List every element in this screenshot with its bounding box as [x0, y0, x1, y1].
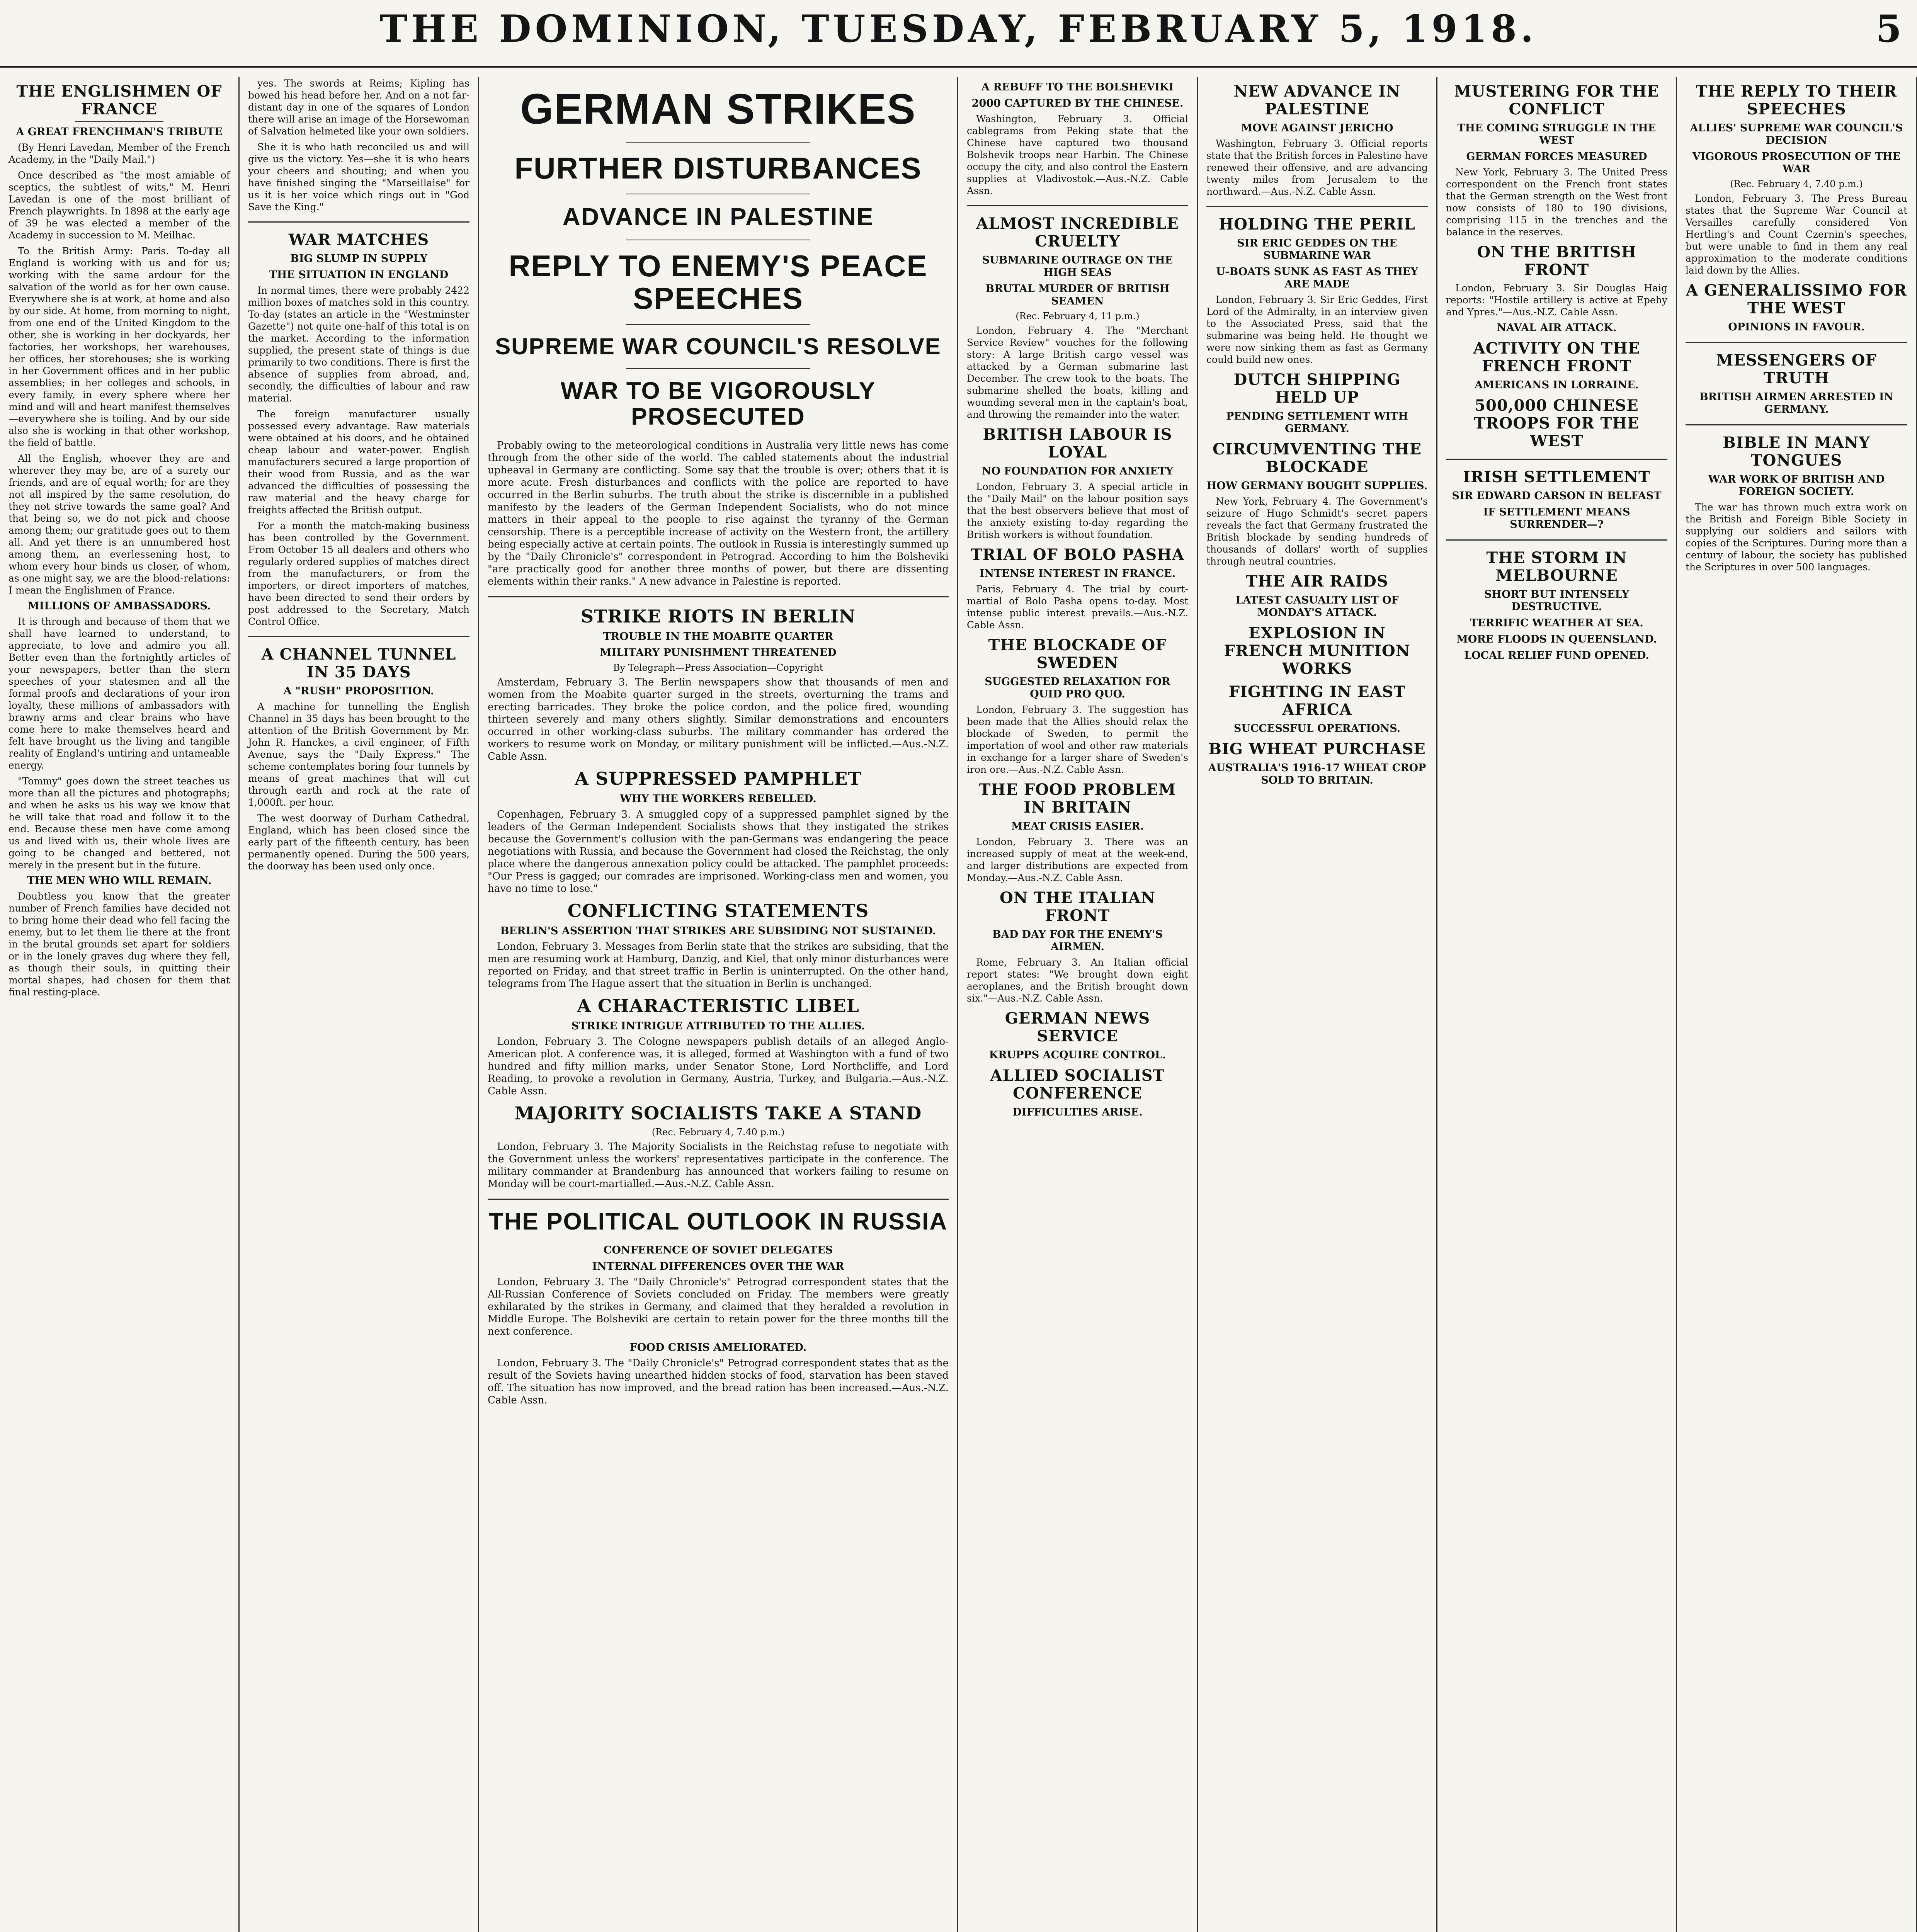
column-3-main-news [479, 77, 958, 1932]
article-heading: BIG WHEAT PURCHASE [1208, 740, 1426, 758]
article-heading: THE STORM IN MELBOURNE [1486, 549, 1627, 585]
article-subheading: PENDING SETTLEMENT WITH GERMANY. [1226, 410, 1408, 435]
article-paragraph: London, February 3. The suggestion has been made that the Allies should relax the blockade of Sweden, to permit the importation of wool and other raw materials in exchange for a larger share of Sweden's iron ore.—Aus.-N.Z. Cable Assn. [967, 704, 1188, 775]
article-heading: A CHARACTERISTIC LIBEL [577, 995, 859, 1017]
article-heading: BIBLE IN MANY TONGUES [1723, 434, 1870, 469]
article-heading: DUTCH SHIPPING HELD UP [1233, 371, 1401, 406]
article-subheading: NO FOUNDATION FOR ANXIETY [981, 465, 1174, 477]
article-heading: MORE FLOODS IN QUEENSLAND. [1456, 633, 1657, 645]
article-paragraph: Washington, February 3. Official cablegrams from Peking state that the Chinese have captured two thousand Bolshevik troops near Harbin. The Chinese occupy the city, and also control the Eastern supplies at Vladivostok.—Aus.-N.Z. Cable Assn. [967, 113, 1188, 196]
banner-headline: THE POLITICAL OUTLOOK IN RUSSIA [488, 1208, 948, 1235]
article-subheading: BRUTAL MURDER OF BRITISH SEAMEN [985, 283, 1170, 307]
article-subheading: INTENSE INTEREST IN FRANCE. [979, 568, 1176, 580]
article-paragraph: yes. The swords at Reims; Kipling has bowed his head before her. And on a not far-distant day in one of the squares of London there will arise an image of the Horsewoman of Salvation helmeted like your own soldiers. [248, 78, 469, 137]
article-paragraph: New York, February 3. The United Press correspondent on the French front states that the German strength on the West front now consists of 180 to 190 divisions, comprising 115 in the trenches and the balance in the reserves. [1446, 167, 1667, 238]
article-heading: A REBUFF TO THE BOLSHEVIKI [981, 81, 1174, 93]
article-subheading: SIR EDWARD CARSON IN BELFAST [1452, 490, 1662, 502]
article-subheading: BERLIN'S ASSERTION THAT STRIKES ARE SUBSIDING NOT SUSTAINED. [500, 925, 936, 937]
article-paragraph: London, February 3. Sir Eric Geddes, First Lord of the Admiralty, in an interview given to the Associated Press, said that the submarine was being held. He thought we were now sinking them as fast as Germany could build new ones. [1206, 294, 1428, 365]
article-heading: ON THE BRITISH FRONT [1477, 243, 1636, 279]
article-subheading: MOVE AGAINST JERICHO [1241, 122, 1393, 134]
section-subheading: MILLIONS OF AMBASSADORS. [27, 600, 211, 612]
article-paragraph: (By Henri Lavedan, Member of the French Academy, in the "Daily Mail.") [9, 142, 230, 165]
section-subheading: THE MEN WHO WILL REMAIN. [27, 875, 212, 887]
banner-headline: REPLY TO ENEMY'S PEACE SPEECHES [509, 249, 928, 316]
article-heading: WAR MATCHES [288, 231, 429, 249]
dateline: (Rec. February 4, 7.40 p.m.) [651, 1127, 785, 1138]
article-subheading: 2000 CAPTURED BY THE CHINESE. [971, 97, 1184, 109]
article-heading: HOLDING THE PERIL [1219, 215, 1415, 233]
article-paragraph: London, February 3. Messages from Berlin state that the strikes are subsiding, that the men are resuming work at Hamburg, Danzig, and Kiel, that only minor disturbances were reported on Friday, and that street traffic in Berlin is uninterrupted. On the other hand, telegrams from The Hague assert that the situation in Berlin is unchanged. [488, 941, 949, 990]
article-paragraph: London, February 4. The "Merchant Service Review" vouches for the following story: A large British cargo vessel was attacked by a German submarine last December. The crew took to the boats. The submarine shelled the boats, killing and wounding several men in the captain's boat, and throwing the remainder into the water. [967, 325, 1188, 420]
article-subheading: HOW GERMANY BOUGHT SUPPLIES. [1206, 480, 1428, 492]
article-subheading: STRIKE INTRIGUE ATTRIBUTED TO THE ALLIES. [571, 1020, 865, 1032]
article-paragraph: London, February 3. There was an increased supply of meat at the week-end, and larger distributions are expected from Monday.—Aus.-N.Z. Cable Assn. [967, 836, 1188, 883]
column-1 [0, 77, 240, 1932]
article-subheading: BIG SLUMP IN SUPPLY [290, 253, 427, 265]
dateline: (Rec. February 4, 7.40 p.m.) [1730, 179, 1863, 189]
article-subheading: SUGGESTED RELAXATION FOR QUID PRO QUO. [985, 676, 1170, 700]
dateline: By Telegraph—Press Association—Copyright [613, 662, 823, 673]
article-subheading: SUBMARINE OUTRAGE ON THE HIGH SEAS [982, 254, 1173, 279]
article-heading: MUSTERING FOR THE CONFLICT [1454, 82, 1659, 118]
article-paragraph: It is through and because of them that we shall have learned to understand, to appreciate, to love and admire you all. Better even than the fortnightly articles of your newspapers, better than the stern speeches of your statesmen and all the formal proofs and declarations of your iron loyalty, these millions of ambassadors with brawny arms and clear brains who have come here to make themselves heard and felt have brought us the living and tangible reality of England's untiring and untameable energy. [9, 616, 230, 771]
article-paragraph: Paris, February 4. The trial by court-martial of Bolo Pasha opens to-day. Most intense public interest prevails.—Aus.-N.Z. Cable Assn. [967, 583, 1188, 631]
article-heading: GERMAN NEWS SERVICE [1005, 1009, 1150, 1045]
article-heading: MAJORITY SOCIALISTS TAKE A STAND [514, 1103, 922, 1124]
newspaper-title: THE DOMINION, TUESDAY, FEBRUARY 5, 1918. [379, 7, 1538, 51]
column-5 [1198, 77, 1437, 1932]
masthead [0, 0, 1917, 68]
article-subheading: INTERNAL DIFFERENCES OVER THE WAR [592, 1260, 844, 1273]
column-4 [958, 77, 1198, 1932]
article-heading: ALMOST INCREDIBLE CRUELTY [976, 214, 1179, 250]
article-heading: LOCAL RELIEF FUND OPENED. [1464, 650, 1649, 662]
banner-headline: FURTHER DISTURBANCES [514, 151, 922, 185]
article-paragraph: All the English, whoever they are and wherever they may be, are of a surety our friends, and are of equal worth; for are they not all inspired by the same resolution, do they not strive towards the same goal? And that being so, we do not pick and choose among them; our gratitude goes out to them all. And yet there is an unnumbered host among them, an everlessening host, to whom every hour binds us closer, of whom, as one might say, we are the blood-relations: I mean the Englishmen of France. [9, 453, 230, 596]
dateline: (Rec. February 4, 11 p.m.) [1015, 311, 1140, 321]
article-heading: CIRCUMVENTING THE BLOCKADE [1212, 440, 1422, 476]
article-heading: NAVAL AIR ATTACK. [1497, 322, 1617, 334]
article-heading: TERRIFIC WEATHER AT SEA. [1470, 617, 1643, 629]
article-subheading: MILITARY PUNISHMENT THREATENED [600, 647, 837, 659]
article-paragraph: London, February 3. The Cologne newspapers publish details of an alleged Anglo-American plot. A conference was, it is alleged, formed at Washington with a fund of two hundred and fifty million marks, under Senator Stone, Lord Northcliffe, and Lord Reading, to provoke a revolution in Germany, Austria, Turkey, and Bulgaria.—Aus.-N.Z. Cable Assn. [488, 1036, 949, 1097]
article-heading: THE ENGLISHMEN OF FRANCE [16, 82, 222, 118]
article-subheading: MEAT CRISIS EASIER. [1011, 820, 1144, 832]
article-subheading: GERMAN FORCES MEASURED [1466, 151, 1647, 163]
article-paragraph: Rome, February 3. An Italian official report states: "We brought down eight aeroplanes, and the British brought down six."—Aus.-N.Z. Cable Assn. [967, 957, 1188, 1004]
article-subheading: SIR ERIC GEDDES ON THE SUBMARINE WAR [1237, 237, 1397, 262]
article-heading: THE AIR RAIDS [1246, 572, 1388, 590]
main-banner-headline: GERMAN STRIKES [520, 85, 916, 133]
article-subheading: U-BOATS SUNK AS FAST AS THEY ARE MADE [1216, 266, 1418, 290]
article-subheading: BAD DAY FOR THE ENEMY'S AIRMEN. [992, 929, 1163, 953]
article-heading: A GENERALISSIMO FOR THE WEST [1686, 281, 1907, 317]
article-heading: MESSENGERS OF TRUTH [1716, 351, 1877, 387]
article-paragraph: London, February 3. Sir Douglas Haig reports: "Hostile artillery is active at Epehy and Ypres."—Aus.-N.Z. Cable Assn. [1446, 282, 1667, 318]
column-2 [240, 77, 479, 1932]
article-heading: FIGHTING IN EAST AFRICA [1228, 683, 1406, 719]
article-paragraph: The west doorway of Durham Cathedral, England, which has been closed since the early part of the fifteenth century, has been permanently opened. During the 500 years, the doorway has been used only once. [248, 813, 469, 872]
banner-headline: SUPREME WAR COUNCIL'S RESOLVE [495, 333, 941, 359]
article-paragraph: A machine for tunnelling the English Channel in 35 days has been brought to the attention of the British Government by Mr. John R. Hanckes, a civil engineer, of Fifth Avenue, says the "Daily Express." The scheme contemplates boring four tunnels by means of great machines that will cut through earth and rock at the rate of 1,000ft. per hour. [248, 701, 469, 808]
article-subheading: DIFFICULTIES ARISE. [1012, 1106, 1143, 1118]
page-number: 5 [1876, 7, 1902, 51]
article-subheading: A "RUSH" PROPOSITION. [283, 685, 434, 697]
article-subheading: THE COMING STRUGGLE IN THE WEST [1457, 122, 1656, 146]
article-heading: NEW ADVANCE IN PALESTINE [1233, 82, 1401, 118]
article-subheading: OPINIONS IN FAVOUR. [1728, 321, 1865, 333]
article-paragraph: For a month the match-making business has been controlled by the Government. From October 15 all dealers and others who regularly ordered supplies of matches direct from the manufacturers, or from the importers, or direct importers of matches, have been directed to send their orders by post addressed to the Secretary, Match Control Office. [248, 520, 469, 627]
article-paragraph: London, February 3. The Majority Socialists in the Reichstag refuse to negotiate with the Government unless the workers' representatives participate in the conference. The military commander at Brandenburg has announced that workers failing to resume on Monday will be court-martialled.—Aus.-N.Z. Cable Assn. [488, 1141, 949, 1190]
article-heading: 500,000 CHINESE TROOPS FOR THE WEST [1474, 396, 1640, 450]
article-subheading: LATEST CASUALTY LIST OF MONDAY'S ATTACK. [1235, 594, 1399, 619]
article-subheading: A GREAT FRENCHMAN'S TRIBUTE [16, 126, 223, 138]
article-heading: TRIAL OF BOLO PASHA [970, 546, 1185, 564]
article-heading: ON THE ITALIAN FRONT [999, 889, 1156, 925]
summary-paragraph: Probably owing to the meteorological conditions in Australia very little news has come through from the other side of the world. The cabled statements about the industrial upheaval in Germany are conflicting. Some say that the trouble is over; others that it is more acute. Fresh disturbances and conflicts with the police are reported to have occurred in the Berlin suburbs. The truth about the strike is discernible in a published manifesto by the leaders of the German Independent Socialists, who do not mince matters in their appeal to the people to rise against the tyranny of the German censorship. There is a perceptible increase of activity on the Western front, the artillery being especially active at certain points. The outlook in Russia is interestingly summed up by the "Daily Chronicle's" correspondent in Petrograd. According to him the Bolsheviki "are practically good for another three months of power, but there are dissenting elements within their ranks." A new advance in Palestine is reported. [488, 440, 949, 588]
article-paragraph: Copenhagen, February 3. A smuggled copy of a suppressed pamphlet signed by the leaders of the German Independent Socialists shows that they instigated the strikes because the Government's collusion with the pan-Germans was endangering the peace negotiations with Russia, and because the Government had closed the Reichstag, the only place where the dangerous annexation policy could be attacked. The pamphlet proceeds: "Our Press is gagged; our comrades are imprisoned. Working-class men and women, you have no time to lose." [488, 809, 949, 895]
column-6 [1437, 77, 1677, 1932]
article-subheading: WAR WORK OF BRITISH AND FOREIGN SOCIETY. [1708, 473, 1885, 498]
article-paragraph: London, February 3. The Press Bureau states that the Supreme War Council at Versailles carefully considered Von Hertling's and Count Czernin's speeches, but were unable to find in them any real approximation to the moderate conditions laid down by the Allies. [1686, 193, 1907, 276]
article-paragraph: Washington, February 3. Official reports state that the British forces in Palestine have renewed their offensive, and are advancing twenty miles from Jerusalem to the northward.—Aus.-N.Z. Cable Assn. [1206, 138, 1428, 197]
article-paragraph: London, February 3. A special article in the "Daily Mail" on the labour position says that the best observers believe that most of the anxiety existing to-day regarding the British workers is without foundation. [967, 481, 1188, 540]
article-heading: IRISH SETTLEMENT [1463, 468, 1650, 486]
article-paragraph: The war has thrown much extra work on the British and Foreign Bible Society in supplying our soldiers and sailors with copies of the Scriptures. During more than a century of labour, the society has published the Scriptures in over 500 languages. [1686, 502, 1907, 573]
column-7 [1677, 77, 1917, 1932]
article-heading: EXPLOSION IN FRENCH MUNITION WORKS [1224, 624, 1410, 678]
article-subheading: KRUPPS ACQUIRE CONTROL. [989, 1049, 1166, 1061]
article-heading: BRITISH LABOUR IS LOYAL [983, 425, 1172, 461]
article-paragraph: Once described as "the most amiable of sceptics, the subtlest of wits," M. Henri Lavedan is one of the most brilliant of French playwrights. In 1898 at the early age of 39 he was elected a member of the Academy in succession to M. Meilhac. [9, 170, 230, 241]
banner-headline: ADVANCE IN PALESTINE [562, 203, 874, 231]
article-subheading: BRITISH AIRMEN ARRESTED IN GERMANY. [1699, 391, 1894, 415]
article-heading: A CHANNEL TUNNEL IN 35 DAYS [261, 645, 456, 681]
article-subheading: AUSTRALIA'S 1916-17 WHEAT CROP SOLD TO BRITAIN. [1208, 762, 1426, 786]
article-heading: THE FOOD PROBLEM IN BRITAIN [979, 781, 1176, 816]
article-paragraph: Doubtless you know that the greater number of French families have decided not to bring home their dead who fell facing the enemy, but to let them lie there at the front in the brutal grounds set apart for soldiers or in the lonely graves dug where they fell, as though their souls, in quitting their mortal shapes, had chosen for them that final resting-place. [9, 891, 230, 998]
article-subheading: THE SITUATION IN ENGLAND [269, 269, 449, 281]
banner-headline: WAR TO BE VIGOROUSLY PROSECUTED [560, 378, 876, 430]
article-heading: ALLIED SOCIALIST CONFERENCE [990, 1066, 1165, 1102]
article-subheading: WHY THE WORKERS REBELLED. [620, 793, 816, 805]
article-paragraph: In normal times, there were probably 2422 million boxes of matches sold in this country. To-day (states an article in the "Westminster Gazette") not quite one-half of this total is on the market. According to the information supplied, the present state of things is due primarily to two conditions. There is first the absence of supplies from abroad, and, secondly, the difficulties of labour and raw material. [248, 285, 469, 404]
article-subheading: SUCCESSFUL OPERATIONS. [1233, 723, 1401, 735]
article-paragraph: To the British Army: Paris. To-day all England is working with us and for us; working with the same ardour for the salvation of the world as for her own cause. Everywhere she is at work, at home and also by our side. At home, from morning to night, from one end of the United Kingdom to the other, she is working in her dockyards, her factories, her workshops, her warehouses, her offices, her storehouses; she is working in her Government offices and in her public assemblies; in her colleges and schools, in every family, in every sphere where her mind and will and heart manifest themselves—everywhere she is toiling. And by our side also she is working in that other workshop, the field of battle. [9, 245, 230, 448]
article-heading: AMERICANS IN LORRAINE. [1475, 379, 1639, 391]
article-paragraph: New York, February 4. The Government's seizure of Hugo Schmidt's secret papers reveals the fact that Germany frustrated the British blockade by sending hundreds of thousands of dollars' worth of supplies through neutral countries. [1206, 496, 1428, 567]
article-subheading: CONFERENCE OF SOVIET DELEGATES [603, 1244, 833, 1257]
article-heading: STRIKE RIOTS IN BERLIN [580, 606, 856, 627]
article-paragraph: London, February 3. The "Daily Chronicle's" Petrograd correspondent states that as the result of the Soviets having unearthed hidden stocks of food, starvation has been staved off. The situation has now improved, and the bread ration has been increased.—Aus.-N.Z. Cable Assn. [488, 1357, 949, 1406]
article-heading: CONFLICTING STATEMENTS [567, 900, 869, 922]
article-subheading: SHORT BUT INTENSELY DESTRUCTIVE. [1484, 588, 1630, 613]
article-paragraph: Amsterdam, February 3. The Berlin newspapers show that thousands of men and women from the Moabite quarter surged in the streets, overturning the trams and erecting barricades. They broke the police cordon, and the police fired, wounding thirteen severely and many others slightly. Similar demonstrations and encounters occurred in other working-class suburbs. The military commander has ordered the workers to resume work on Monday, or military punishment will be inflicted.—Aus.-N.Z. Cable Assn. [488, 677, 949, 763]
article-subheading: VIGOROUS PROSECUTION OF THE WAR [1692, 151, 1901, 175]
article-subheading: FOOD CRISIS AMELIORATED. [629, 1342, 807, 1354]
article-paragraph: The foreign manufacturer usually possessed every advantage. Raw materials were obtained at his doors, and he obtained cheap labour and water-power. English manufacturers secured a large proportion of their wood from Russia, and as the war advanced the difficulties of possessing the raw material and the heavy charge for freights affected the British output. [248, 408, 469, 515]
article-paragraph: She it is who hath reconciled us and will give us the victory. Yes—she it is who hears your cheers and shouting; and when you have finished singing the "Marseillaise" for us it is her voice which rings out in "God Save the King." [248, 141, 469, 213]
article-subheading: ALLIES' SUPREME WAR COUNCIL'S DECISION [1690, 122, 1903, 146]
article-paragraph: "Tommy" goes down the street teaches us more than all the pictures and photographs; and when he asks us his way we know that he will take that road and follow it to the end. Because these men have come among us and lived with us, their whole lives are going to be changed and bettered, not merely in the present but in the future. [9, 776, 230, 871]
article-heading: ACTIVITY ON THE FRENCH FRONT [1473, 339, 1640, 375]
article-heading: THE BLOCKADE OF SWEDEN [988, 636, 1167, 672]
article-subheading: TROUBLE IN THE MOABITE QUARTER [603, 631, 833, 643]
article-heading: THE REPLY TO THEIR SPEECHES [1696, 82, 1897, 118]
article-paragraph: London, February 3. The "Daily Chronicle's" Petrograd correspondent states that the All-Russian Conference of Soviets concluded on Friday. The members were greatly exhilarated by the strikes in Germany, and claimed that they heralded a revolution in Middle Europe. The Bolsheviki are certain to retain power for the three months till the next conference. [488, 1276, 949, 1338]
article-heading: A SUPPRESSED PAMPHLET [575, 768, 862, 789]
article-subheading: IF SETTLEMENT MEANS SURRENDER—? [1483, 506, 1630, 531]
